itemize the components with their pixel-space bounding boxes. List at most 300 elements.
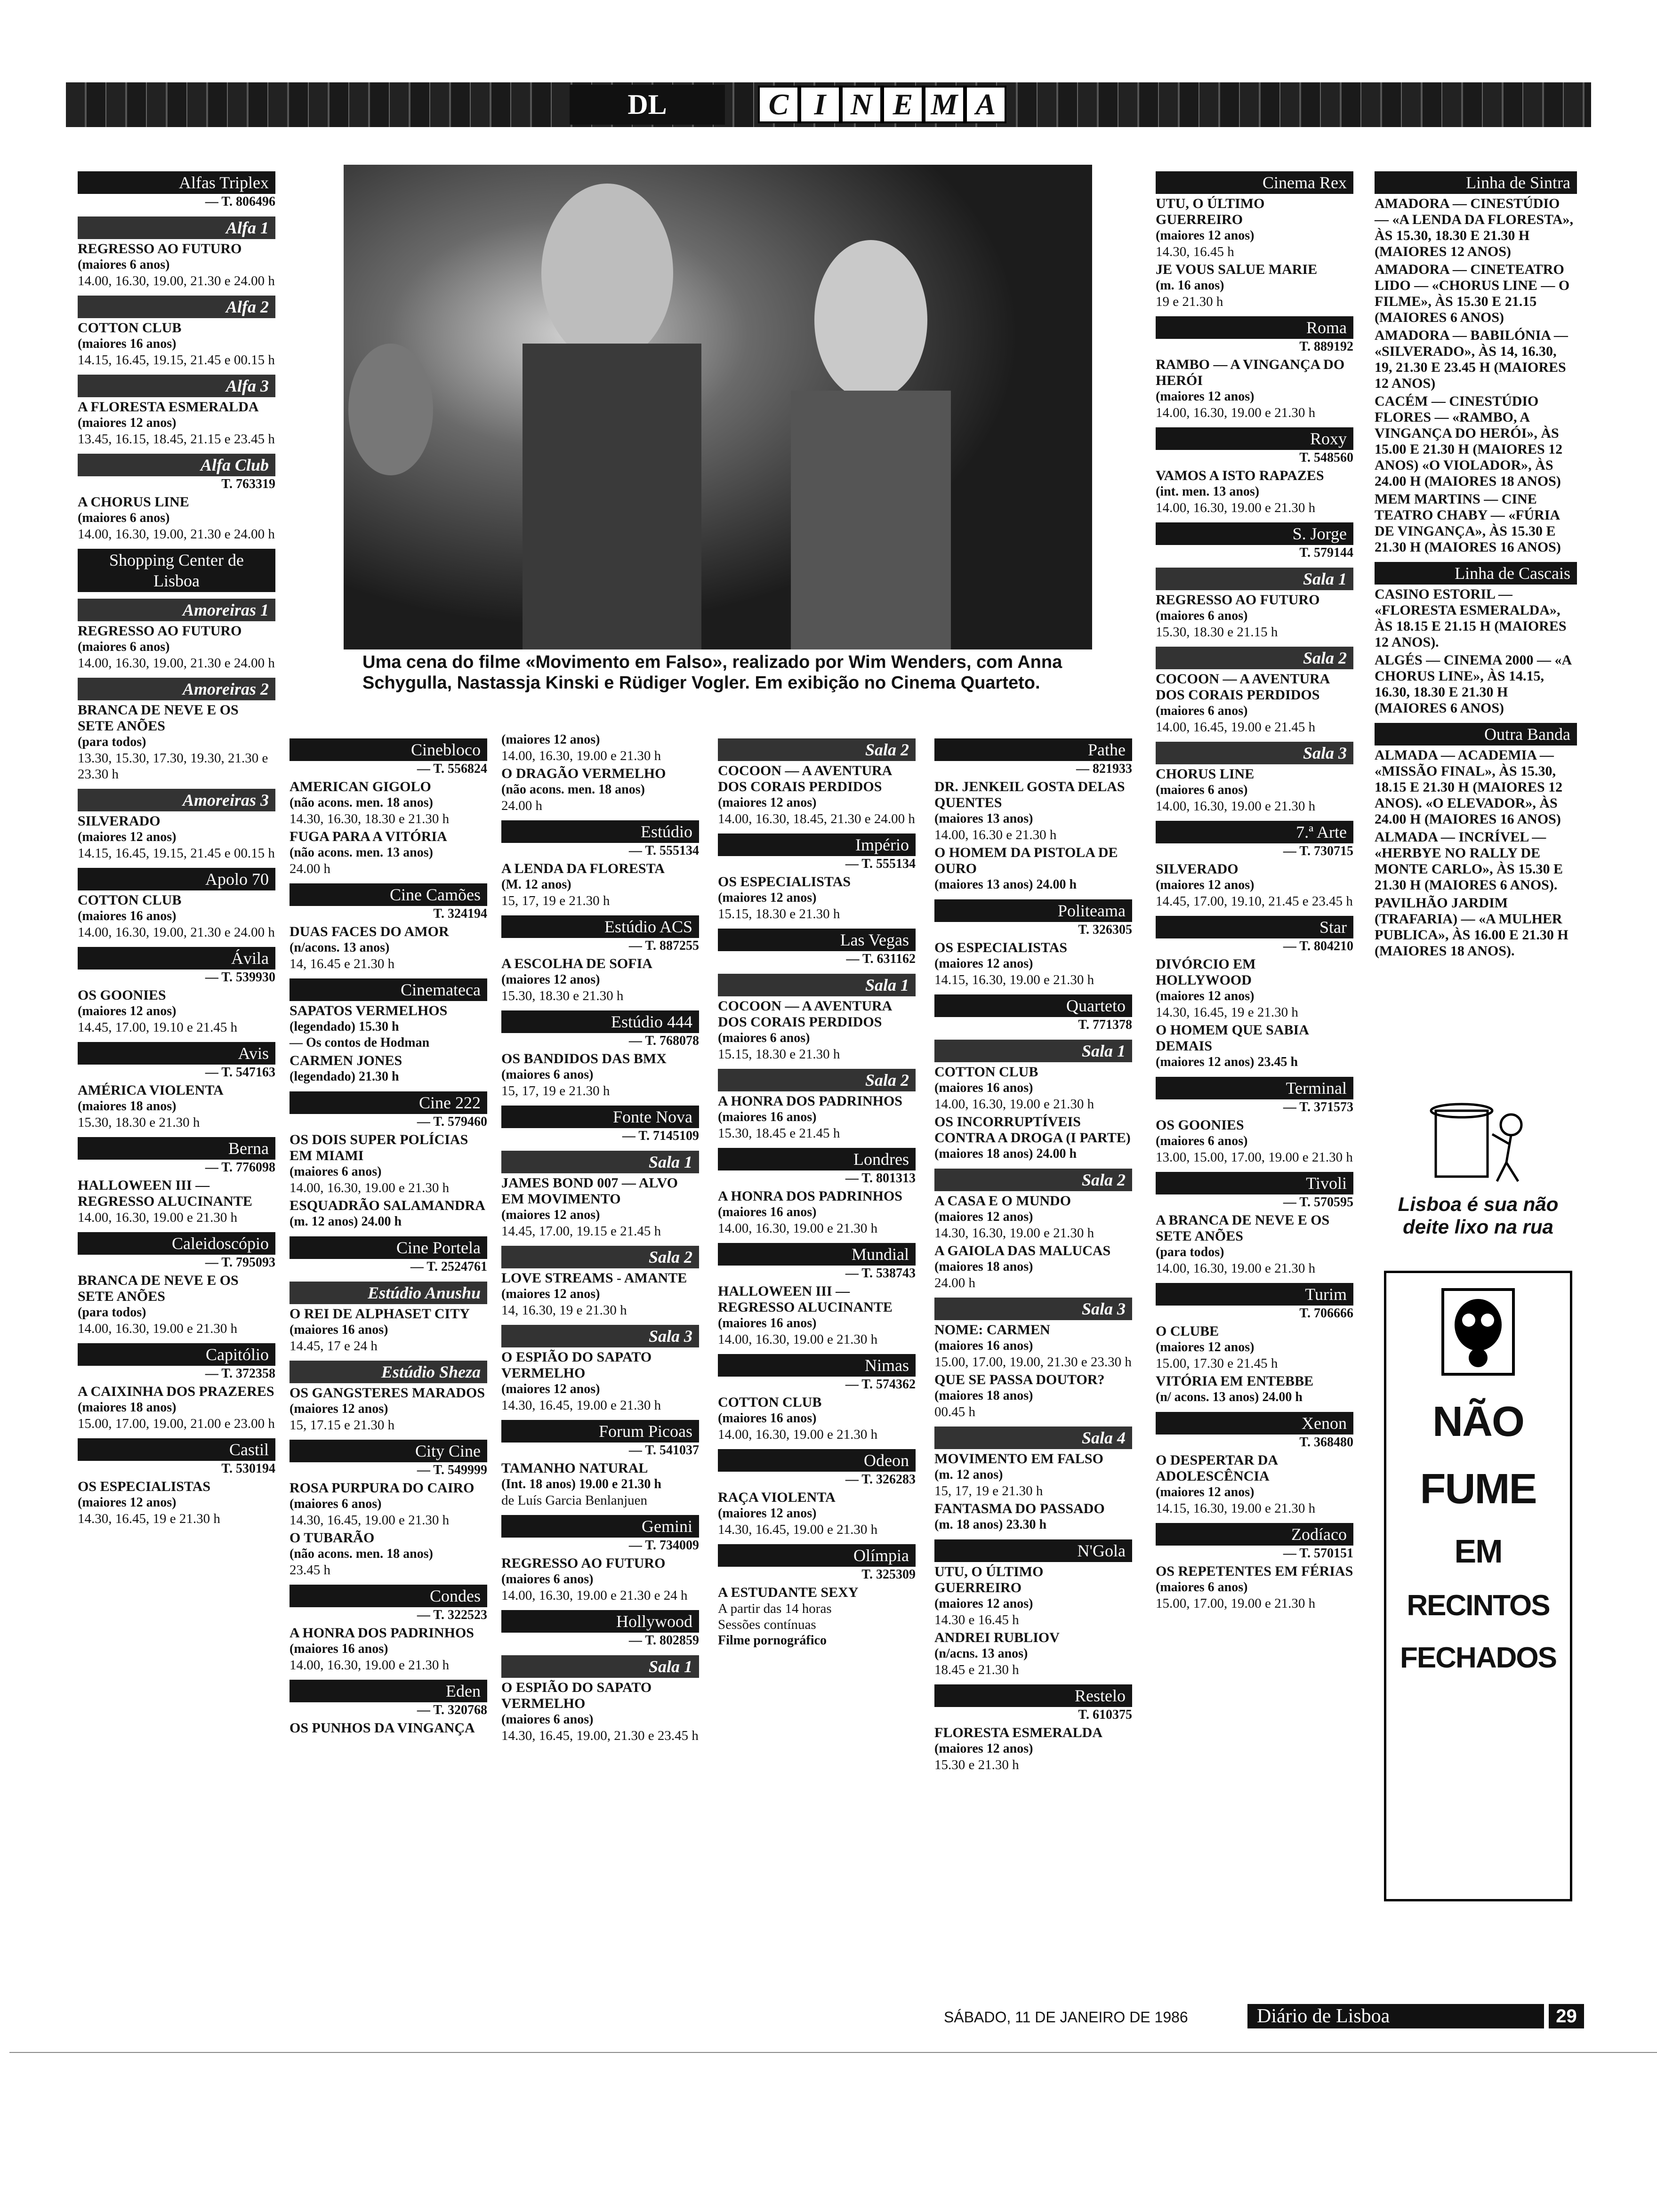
page-number: 29: [1549, 2004, 1584, 2028]
cinema-header: Amoreiras 3: [78, 789, 275, 811]
age-rating: (maiores 16 anos): [718, 1205, 817, 1219]
film-title: SILVERADO: [1156, 861, 1239, 877]
age-rating: (maiores 16 anos): [718, 1411, 817, 1426]
film-title: RAÇA VIOLENTA: [718, 1490, 836, 1505]
film-title: O ESPIÃO DO SAPATO VERMELHO: [501, 1680, 652, 1711]
ad-word: EM: [1454, 1533, 1502, 1570]
age-rating: (para todos): [78, 735, 146, 749]
age-rating: (maiores 16 anos): [290, 1322, 388, 1337]
cinema-header: Las Vegas: [718, 929, 916, 951]
age-rating: (não acons. men. 18 anos): [290, 1547, 433, 1561]
showtimes: 14.30, 16.45, 19.00 e 21.30 h: [290, 1513, 450, 1528]
cinema-header: Cine Portela: [290, 1236, 487, 1259]
showtimes: 14.00, 16.30, 19.00 e 21.30 h: [290, 1180, 450, 1195]
age-rating: (m. 12 anos): [934, 1467, 1003, 1482]
film-title: A HONRA DOS PADRINHOS: [718, 1188, 902, 1204]
cinema-header: Estúdio ACS: [501, 915, 699, 938]
showtimes: 14.45, 17 e 24 h: [290, 1338, 378, 1354]
showtimes: 14.00, 16.30, 19.00 e 21.30 h: [78, 1210, 238, 1225]
age-rating: (maiores 12 anos): [78, 830, 177, 844]
film-title: COCOON — A AVENTURA DOS CORAIS PERDIDOS: [1156, 671, 1329, 703]
showtimes: 14.00, 16.30, 19.00 e 21.30 h: [718, 1221, 878, 1236]
title-letter: E: [882, 86, 924, 123]
cinema-header: Amoreiras 2: [78, 678, 275, 700]
showtimes: 15.00, 17.00, 19.00 e 21.30 h: [1156, 1596, 1316, 1611]
cinema-header: Hollywood: [501, 1610, 699, 1633]
age-rating: (maiores 6 anos): [501, 1067, 594, 1082]
film-title: A ESCOLHA DE SOFIA: [501, 956, 652, 971]
cinema-header: Olímpia: [718, 1544, 916, 1567]
cinema-header: Sala 2: [718, 1069, 916, 1091]
cinema-header: Ávila: [78, 947, 275, 970]
showtimes: 14.00, 16.30, 19.00 e 21.30 h: [934, 1097, 1094, 1112]
film-title: RAMBO — A VINGANÇA DO HERÓI: [1156, 357, 1345, 388]
cinema-header: City Cine: [290, 1440, 487, 1462]
age-rating: (legendado) 21.30 h: [290, 1069, 399, 1084]
cinema-header: 7.ª Arte: [1156, 821, 1353, 843]
cinema-header: Estúdio Sheza: [290, 1361, 487, 1383]
film-title: AMÉRICA VIOLENTA: [78, 1082, 224, 1098]
film-title: CARMEN JONES: [290, 1053, 402, 1068]
showtimes: 14.45, 17.00, 19.15 e 21.45 h: [501, 1224, 661, 1239]
section-logo: DL: [570, 85, 725, 125]
age-rating: (não acons. men. 18 anos): [290, 795, 433, 810]
film-title: O DRAGÃO VERMELHO: [501, 766, 666, 781]
phone-number: T. 889192: [1299, 339, 1353, 354]
cinema-header: Amoreiras 1: [78, 599, 275, 621]
phone-number: — T. 320768: [417, 1703, 487, 1717]
cinema-header: Nimas: [718, 1354, 916, 1377]
age-rating: (maiores 12 anos): [501, 1382, 600, 1396]
showtimes: 15.30 e 21.30 h: [934, 1757, 1019, 1772]
age-rating: (maiores 16 anos): [718, 1110, 817, 1124]
film-title: O DESPERTAR DA ADOLESCÊNCIA: [1156, 1452, 1278, 1484]
listing-column-1: [78, 165, 275, 1527]
showtimes: 14.00, 16.30, 19.00, 21.30 e 24.00 h: [78, 273, 275, 289]
cinema-header: Cinemateca: [290, 978, 487, 1001]
film-title: JAMES BOND 007 — ALVO EM MOVIMENTO: [501, 1175, 678, 1207]
film-title: HALLOWEEN III — REGRESSO ALUCINANTE: [78, 1178, 252, 1209]
cinema-header: Terminal: [1156, 1077, 1353, 1099]
phone-number: — T. 734009: [628, 1538, 699, 1553]
showtimes: 24.00 h: [501, 798, 542, 813]
listing-column-5: [934, 732, 1132, 1773]
age-rating: (legendado) 15.30 h: [290, 1019, 399, 1034]
age-rating: (maiores 13 anos) 24.00 h: [934, 877, 1077, 892]
film-title: ROSA PURPURA DO CAIRO: [290, 1480, 475, 1496]
phone-number: — T. 570151: [1283, 1546, 1353, 1561]
phone-number: — T. 549999: [417, 1463, 487, 1477]
age-rating: (maiores 12 anos): [1156, 878, 1255, 892]
film-title: LOVE STREAMS - AMANTE: [501, 1270, 687, 1286]
cinema-header: Alfa 1: [78, 216, 275, 239]
film-title: A HONRA DOS PADRINHOS: [718, 1093, 902, 1109]
cinema-header: Linha de Sintra: [1375, 171, 1577, 194]
cinema-header: Shopping Center de Lisboa: [78, 549, 275, 592]
cinema-header: Star: [1156, 916, 1353, 938]
age-rating: (n/acons. 13 anos): [290, 940, 390, 955]
age-rating: (maiores 12 anos): [1156, 1485, 1255, 1499]
ad-word: RECINTOS: [1407, 1589, 1550, 1622]
film-title: O REI DE ALPHASET CITY: [290, 1306, 470, 1322]
phone-number: — T. 574362: [845, 1377, 916, 1392]
phone-number: — T. 371573: [1283, 1100, 1353, 1114]
cinema-header: Alfas Triplex: [78, 171, 275, 194]
showtimes: 13.00, 15.00, 17.00, 19.00 e 21.30 h: [1156, 1150, 1353, 1165]
phone-number: — T. 555134: [628, 843, 699, 858]
film-title: MOVIMENTO EM FALSO: [934, 1451, 1103, 1467]
film-title: REGRESSO AO FUTURO: [1156, 592, 1320, 608]
cinema-header: Sala 2: [934, 1169, 1132, 1191]
showtimes: 14.00, 16.30, 19.00 e 21.30 h: [1156, 405, 1316, 420]
cinema-header: Gemini: [501, 1515, 699, 1538]
film-title: OS ESPECIALISTAS: [718, 874, 851, 890]
age-rating: (maiores 6 anos): [1156, 783, 1248, 797]
showtimes: 24.00 h: [934, 1275, 975, 1290]
cinema-header: Xenon: [1156, 1412, 1353, 1435]
showtimes: de Luís Garcia Benlanjuen: [501, 1493, 648, 1508]
film-title: BRANCA DE NEVE E OS SETE ANÕES: [78, 702, 239, 734]
age-rating: (para todos): [1156, 1245, 1224, 1259]
cinema-header: Eden: [290, 1680, 487, 1702]
age-rating: (maiores 12 anos): [1156, 228, 1255, 243]
film-title: ESQUADRÃO SALAMANDRA: [290, 1198, 485, 1213]
film-title: QUE SE PASSA DOUTOR?: [934, 1372, 1105, 1387]
phone-number: — T. 804210: [1283, 939, 1353, 954]
age-rating: (maiores 12 anos): [501, 1287, 600, 1301]
showtimes: 14.00, 16.30, 19.00, 21.30 e 24.00 h: [78, 527, 275, 542]
showtimes: 14.00, 16.30, 19.00, 21.30 e 24.00 h: [78, 925, 275, 940]
film-title: ALGÉS — CINEMA 2000 — «A CHORUS LINE», ÀS 14.15, 16.30, 18.30 E 21.30 H (MAIORES 6 ANOS): [1375, 652, 1571, 716]
title-letter: I: [799, 86, 841, 123]
showtimes: 15.00, 17.00, 19.00, 21.30 e 23.30 h: [934, 1354, 1132, 1370]
film-title: COTTON CLUB: [718, 1395, 822, 1410]
cinema-header: Império: [718, 834, 916, 856]
cinema-header: Estúdio 444: [501, 1010, 699, 1033]
age-rating: (maiores 6 anos): [1156, 704, 1248, 718]
phone-number: — T. 570595: [1283, 1195, 1353, 1210]
showtimes: 14.15, 16.45, 19.15, 21.45 e 00.15 h: [78, 353, 275, 368]
issue-date: SÁBADO, 11 DE JANEIRO DE 1986: [944, 2009, 1188, 2026]
age-rating: (maiores 12 anos): [78, 416, 177, 430]
showtimes: 14.30, 16.30, 18.30 e 21.30 h: [290, 811, 450, 826]
age-rating: (maiores 12 anos): [1156, 989, 1255, 1003]
showtimes: 15.30, 18.30 e 21.30 h: [501, 988, 624, 1003]
cinema-header: Caleidoscópio: [78, 1232, 275, 1255]
cinema-header: Sala 1: [501, 1151, 699, 1173]
cinema-header: Castil: [78, 1438, 275, 1461]
phone-number: — T. 887255: [628, 938, 699, 953]
ad-word: FECHADOS: [1400, 1642, 1556, 1674]
film-title: A CASA E O MUNDO: [934, 1193, 1071, 1209]
showtimes: 14.30, 16.30, 19.00 e 21.30 h: [934, 1226, 1094, 1241]
age-rating: (maiores 18 anos): [934, 1388, 1033, 1403]
showtimes: 14.15, 16.45, 19.15, 21.45 e 00.15 h: [78, 846, 275, 861]
showtimes: 14.00, 16.30, 18.45, 21.30 e 24.00 h: [718, 811, 915, 826]
showtimes: 15.00, 17.30 e 21.45 h: [1156, 1356, 1278, 1371]
film-title: FUGA PARA A VITÓRIA: [290, 829, 447, 844]
age-rating: (não acons. men. 18 anos): [501, 782, 645, 797]
listing-column-3: [501, 732, 699, 1744]
cinema-header: Estúdio Anushu: [290, 1282, 487, 1304]
cinema-header: Sala 2: [718, 738, 916, 761]
showtimes: 14.30, 16.45, 19.00, 21.30 e 23.45 h: [501, 1728, 699, 1743]
age-rating: (maiores 12 anos) 23.45 h: [1156, 1055, 1298, 1069]
showtimes: 14.00, 16.30, 19.00 e 21.30 h: [501, 748, 661, 763]
age-rating: (maiores 18 anos) 24.00 h: [934, 1146, 1077, 1161]
age-rating: (int. men. 13 anos): [1156, 484, 1260, 499]
cinema-header: Roma: [1156, 316, 1353, 339]
film-title: AMERICAN GIGOLO: [290, 779, 431, 794]
showtimes: 14.00, 16.30, 19.00 e 21.30 h: [1156, 500, 1316, 515]
age-rating: (maiores 12 anos): [501, 972, 600, 987]
litter-ad-text: Lisboa é sua não deite lixo na rua: [1398, 1193, 1559, 1238]
age-rating: (maiores 12 anos): [934, 1741, 1033, 1756]
cinema-header: N'Gola: [934, 1539, 1132, 1562]
age-rating: (m. 18 anos) 23.30 h: [934, 1517, 1047, 1532]
age-rating: (maiores 16 anos): [78, 337, 177, 351]
age-rating: (maiores 12 anos): [501, 1208, 600, 1222]
phone-number: — T. 7145109: [622, 1129, 699, 1143]
phone-number: — T. 556824: [417, 761, 487, 776]
film-title: NOME: CARMEN: [934, 1322, 1050, 1338]
showtimes: 14.00, 16.30, 19.00 e 21.30 h: [718, 1427, 878, 1442]
age-rating: (maiores 6 anos): [78, 257, 170, 272]
showtimes: 14.45, 17.00, 19.10, 21.45 e 23.45 h: [1156, 894, 1353, 909]
showtimes: 14.30, 16.45, 19 e 21.30 h: [78, 1511, 220, 1526]
section-title: [758, 86, 1006, 123]
showtimes: 15.30, 18.30 e 21.30 h: [78, 1115, 200, 1130]
showtimes: 00.45 h: [934, 1404, 975, 1419]
phone-number: — T. 2524761: [410, 1259, 487, 1274]
film-title: PAVILHÃO JARDIM (TRAFARIA) — «A MULHER PUBLICA», ÀS 16.00 E 21.30 H (MAIORES 18 ANOS).: [1375, 895, 1569, 959]
film-title: COCOON — A AVENTURA DOS CORAIS PERDIDOS: [718, 998, 892, 1030]
film-title: UTU, O ÚLTIMO GUERREIRO: [934, 1564, 1044, 1595]
film-title: A HONRA DOS PADRINHOS: [290, 1625, 474, 1641]
film-title: COTTON CLUB: [78, 320, 182, 336]
film-title: A CHORUS LINE: [78, 494, 189, 510]
cinema-header: Zodíaco: [1156, 1523, 1353, 1546]
phone-number: T. 548560: [1299, 450, 1353, 465]
phone-number: — T. 372358: [205, 1366, 275, 1381]
cinema-header: Sala 2: [1156, 647, 1353, 669]
film-title: OS ESPECIALISTAS: [78, 1479, 211, 1494]
showtimes: 14.00, 16.30 e 21.30 h: [934, 827, 1057, 842]
film-title: OS GOONIES: [1156, 1117, 1244, 1133]
cinema-header: Odeon: [718, 1449, 916, 1472]
cinema-header: Sala 3: [501, 1325, 699, 1347]
showtimes: 18.45 e 21.30 h: [934, 1662, 1019, 1677]
age-rating: (maiores 6 anos): [1156, 1134, 1248, 1148]
cinema-header: Tivoli: [1156, 1172, 1353, 1194]
phone-number: — T. 806496: [205, 194, 275, 209]
film-title: OS REPETENTES EM FÉRIAS: [1156, 1563, 1353, 1579]
showtimes: 15.00, 17.00, 19.00, 21.00 e 23.00 h: [78, 1416, 275, 1431]
cinema-header: Sala 3: [1156, 742, 1353, 764]
cinema-header: Fonte Nova: [501, 1106, 699, 1128]
film-title: JE VOUS SALUE MARIE: [1156, 262, 1318, 277]
film-title: A LENDA DA FLORESTA: [501, 861, 665, 876]
phone-number: T. 763319: [221, 477, 275, 491]
age-rating: (n/ acons. 13 anos) 24.00 h: [1156, 1390, 1303, 1404]
age-rating: (maiores 6 anos): [1156, 1580, 1248, 1595]
showtimes: 15.30, 18.45 e 21.45 h: [718, 1126, 840, 1141]
film-title: AMADORA — CINESTÚDIO — «A LENDA DA FLORESTA», ÀS 15.30, 18.30 E 21.30 H (MAIORES 12 ANOS): [1375, 196, 1574, 259]
film-title: BRANCA DE NEVE E OS SETE ANÕES: [78, 1273, 239, 1304]
age-rating: (maiores 12 anos): [78, 1495, 177, 1510]
showtimes: 23.45 h: [290, 1563, 330, 1578]
film-title: A FLORESTA ESMERALDA: [78, 399, 259, 415]
cinema-header: Roxy: [1156, 427, 1353, 450]
age-rating: (maiores 16 anos): [934, 1338, 1033, 1353]
film-title: A ESTUDANTE SEXY: [718, 1585, 859, 1600]
showtimes: 14.30, 16.45, 19.00 e 21.30 h: [718, 1522, 878, 1537]
phone-number: — T. 801313: [845, 1171, 916, 1186]
film-title: AMADORA — BABILÓNIA — «SILVERADO», ÀS 14, 16.30, 19, 21.30 E 23.45 H (MAIORES 12 ANOS): [1375, 328, 1568, 391]
age-rating: (maiores 12 anos): [78, 1004, 177, 1018]
cinema-header: Londres: [718, 1148, 916, 1170]
age-rating: (maiores 6 anos): [78, 640, 170, 654]
showtimes: 15, 17, 19 e 21.30 h: [934, 1483, 1043, 1499]
age-rating: (Int. 18 anos) 19.00 e 21.30 h: [501, 1477, 661, 1491]
phone-number: T. 706666: [1299, 1306, 1353, 1321]
phone-number: T. 368480: [1299, 1435, 1353, 1450]
phone-number: T. 530194: [221, 1461, 275, 1476]
showtimes: 14.30, 16.45, 19.00 e 21.30 h: [501, 1398, 661, 1413]
age-rating: (maiores 6 anos): [290, 1164, 382, 1179]
showtimes: 14.30, 16.45, 19 e 21.30 h: [1156, 1005, 1298, 1020]
cinema-header: Restelo: [934, 1684, 1132, 1707]
cinema-header: Berna: [78, 1137, 275, 1160]
showtimes: 14.30 e 16.45 h: [934, 1612, 1019, 1627]
cinema-header: Politeama: [934, 899, 1132, 922]
age-rating: (maiores 6 anos): [718, 1031, 810, 1045]
showtimes: 13.30, 15.30, 17.30, 19.30, 21.30 e 23.30 h: [78, 751, 268, 782]
film-title: DR. JENKEIL GOSTA DELAS QUENTES: [934, 779, 1125, 810]
film-title: VAMOS A ISTO RAPAZES: [1156, 468, 1324, 483]
phone-number: — T. 541037: [628, 1443, 699, 1458]
film-title: ALMADA — ACADEMIA — «MISSÃO FINAL», ÀS 15.30, 18.15 E 21.30 H (MAIORES 12 ANOS). «O ELEVADOR», ÀS 24.00 H (MAIORES 16 ANOS): [1375, 747, 1563, 827]
phone-number: — T. 547163: [205, 1065, 275, 1080]
phone-number: T. 326305: [1078, 922, 1132, 937]
cinema-header: S. Jorge: [1156, 522, 1353, 545]
film-title: REGRESSO AO FUTURO: [78, 623, 242, 639]
film-title: CASINO ESTORIL — «FLORESTA ESMERALDA», ÀS 18.15 E 21.15 H (MAIORES 12 ANOS).: [1375, 586, 1567, 650]
cinema-header: Sala 2: [501, 1246, 699, 1268]
phone-number: T. 610375: [1078, 1707, 1132, 1722]
film-title: A GAIOLA DAS MALUCAS: [934, 1243, 1111, 1258]
film-title: OS GANGSTERES MARADOS: [290, 1385, 485, 1401]
phone-number: — T. 776098: [205, 1160, 275, 1175]
age-rating: (maiores 6 anos): [501, 1572, 594, 1587]
cinema-header: Estúdio: [501, 820, 699, 843]
film-title: O CLUBE: [1156, 1323, 1219, 1339]
film-title: SAPATOS VERMELHOS: [290, 1003, 448, 1018]
film-title: CACÉM — CINESTÚDIO FLORES — «RAMBO, A VINGANÇA DO HERÓI», ÀS 15.00 E 21.30 H (MAIORES 12 ANOS) «O VIOLADOR», ÀS 24.00 H (MAIORES 18 ANOS): [1375, 393, 1563, 489]
film-title: CHORUS LINE: [1156, 766, 1255, 782]
cinema-header: Cinema Rex: [1156, 171, 1353, 194]
age-rating: (maiores 6 anos): [78, 511, 170, 525]
age-rating: (maiores 6 anos): [501, 1712, 594, 1727]
film-title: OS DOIS SUPER POLÍCIAS EM MIAMI: [290, 1132, 468, 1163]
age-rating: (maiores 12 anos): [718, 1506, 817, 1521]
age-rating: (m. 12 anos) 24.00 h: [290, 1214, 402, 1229]
showtimes: 14, 16.45 e 21.30 h: [290, 956, 395, 971]
showtimes: 15.15, 18.30 e 21.30 h: [718, 1047, 840, 1062]
showtimes: 15, 17, 19 e 21.30 h: [501, 1083, 610, 1098]
age-rating: (maiores 12 anos): [718, 890, 817, 905]
age-rating: (M. 12 anos): [501, 877, 571, 892]
age-rating: (para todos): [78, 1305, 146, 1320]
phone-number: — T. 579460: [417, 1114, 487, 1129]
film-title: COTTON CLUB: [934, 1064, 1038, 1080]
phone-number: — T. 555134: [845, 857, 916, 871]
film-title: O TUBARÃO: [290, 1530, 375, 1546]
cinema-header: Condes: [290, 1585, 487, 1607]
cinema-header: Quarteto: [934, 994, 1132, 1017]
showtimes: 19 e 21.30 h: [1156, 294, 1223, 309]
showtimes: 14.00, 16.45, 19.00 e 21.45 h: [1156, 720, 1316, 735]
age-rating: (maiores 12 anos): [934, 1210, 1033, 1224]
age-rating: (maiores 6 anos): [290, 1497, 382, 1511]
age-rating: (maiores 12 anos): [718, 795, 817, 810]
showtimes: 15.15, 18.30 e 21.30 h: [718, 906, 840, 922]
age-rating: (maiores 12 anos): [1156, 1340, 1255, 1354]
phone-number: — T. 322523: [417, 1608, 487, 1622]
showtimes: 14.00, 16.30, 19.00 e 21.30 e 24 h: [501, 1588, 688, 1603]
film-title: COTTON CLUB: [78, 892, 182, 908]
ad-word: FUME: [1420, 1466, 1536, 1513]
gas-mask-icon: [1440, 1287, 1516, 1377]
cinema-header: Pathe: [934, 738, 1132, 761]
showtimes: 14.15, 16.30, 19.00 e 21.30 h: [1156, 1501, 1316, 1516]
phone-number: — T. 631162: [846, 952, 916, 966]
showtimes: 14.00, 16.30, 19.00 e 21.30 h: [718, 1332, 878, 1347]
film-title: TAMANHO NATURAL: [501, 1460, 648, 1476]
film-title: OS INCORRUPTÍVEIS CONTRA A DROGA (I PARTE): [934, 1114, 1131, 1146]
showtimes: 15, 17, 19 e 21.30 h: [501, 893, 610, 908]
cinema-header: Cine Camões: [290, 883, 487, 906]
showtimes: 14.00, 16.30, 19.00 e 21.30 h: [290, 1658, 450, 1673]
showtimes: A partir das 14 horas: [718, 1601, 832, 1616]
phone-number: — T. 538743: [845, 1266, 916, 1281]
film-title: O HOMEM DA PISTOLA DE OURO: [934, 845, 1118, 876]
film-still-photo: [344, 165, 1092, 649]
age-rating: (maiores 16 anos): [78, 909, 177, 923]
film-title: HALLOWEEN III — REGRESSO ALUCINANTE: [718, 1283, 893, 1315]
title-letter: A: [965, 86, 1006, 123]
age-rating: (maiores 16 anos): [290, 1642, 388, 1656]
title-letter: C: [758, 86, 799, 123]
age-rating: (maiores 16 anos): [934, 1081, 1033, 1095]
phone-number: T. 771378: [1078, 1018, 1132, 1032]
phone-number: — 821933: [1076, 761, 1132, 776]
phone-number: T. 324194: [433, 906, 487, 921]
cinema-header: Capitólio: [78, 1343, 275, 1366]
phone-number: — T. 730715: [1283, 844, 1353, 858]
film-title: UTU, O ÚLTIMO GUERREIRO: [1156, 196, 1265, 227]
no-smoking-ad: [1384, 1271, 1572, 1901]
film-title: ALMADA — INCRÍVEL — «HERBYE NO RALLY DE MONTE CARLO», ÀS 15.30 E 21.30 H (MAIORES 6 ANOS).: [1375, 829, 1563, 893]
listing-column-6: [1156, 165, 1353, 1611]
listing-column-7: [1375, 165, 1577, 959]
showtimes: 14.00, 16.30, 19.00, 21.30 e 24.00 h: [78, 656, 275, 671]
photo-caption: Uma cena do filme «Movimento em Falso», realizado por Wim Wenders, com Anna Schygulla, Nastassja Kinski e Rüdiger Vogler. Em exibição no Cinema Quarteto.: [362, 652, 1062, 693]
showtimes: 14.00, 16.30, 19.00 e 21.30 h: [1156, 1261, 1316, 1276]
age-rating: (maiores 18 anos): [78, 1400, 177, 1415]
cinema-header: Sala 1: [501, 1655, 699, 1678]
age-rating: (m. 16 anos): [1156, 278, 1224, 293]
